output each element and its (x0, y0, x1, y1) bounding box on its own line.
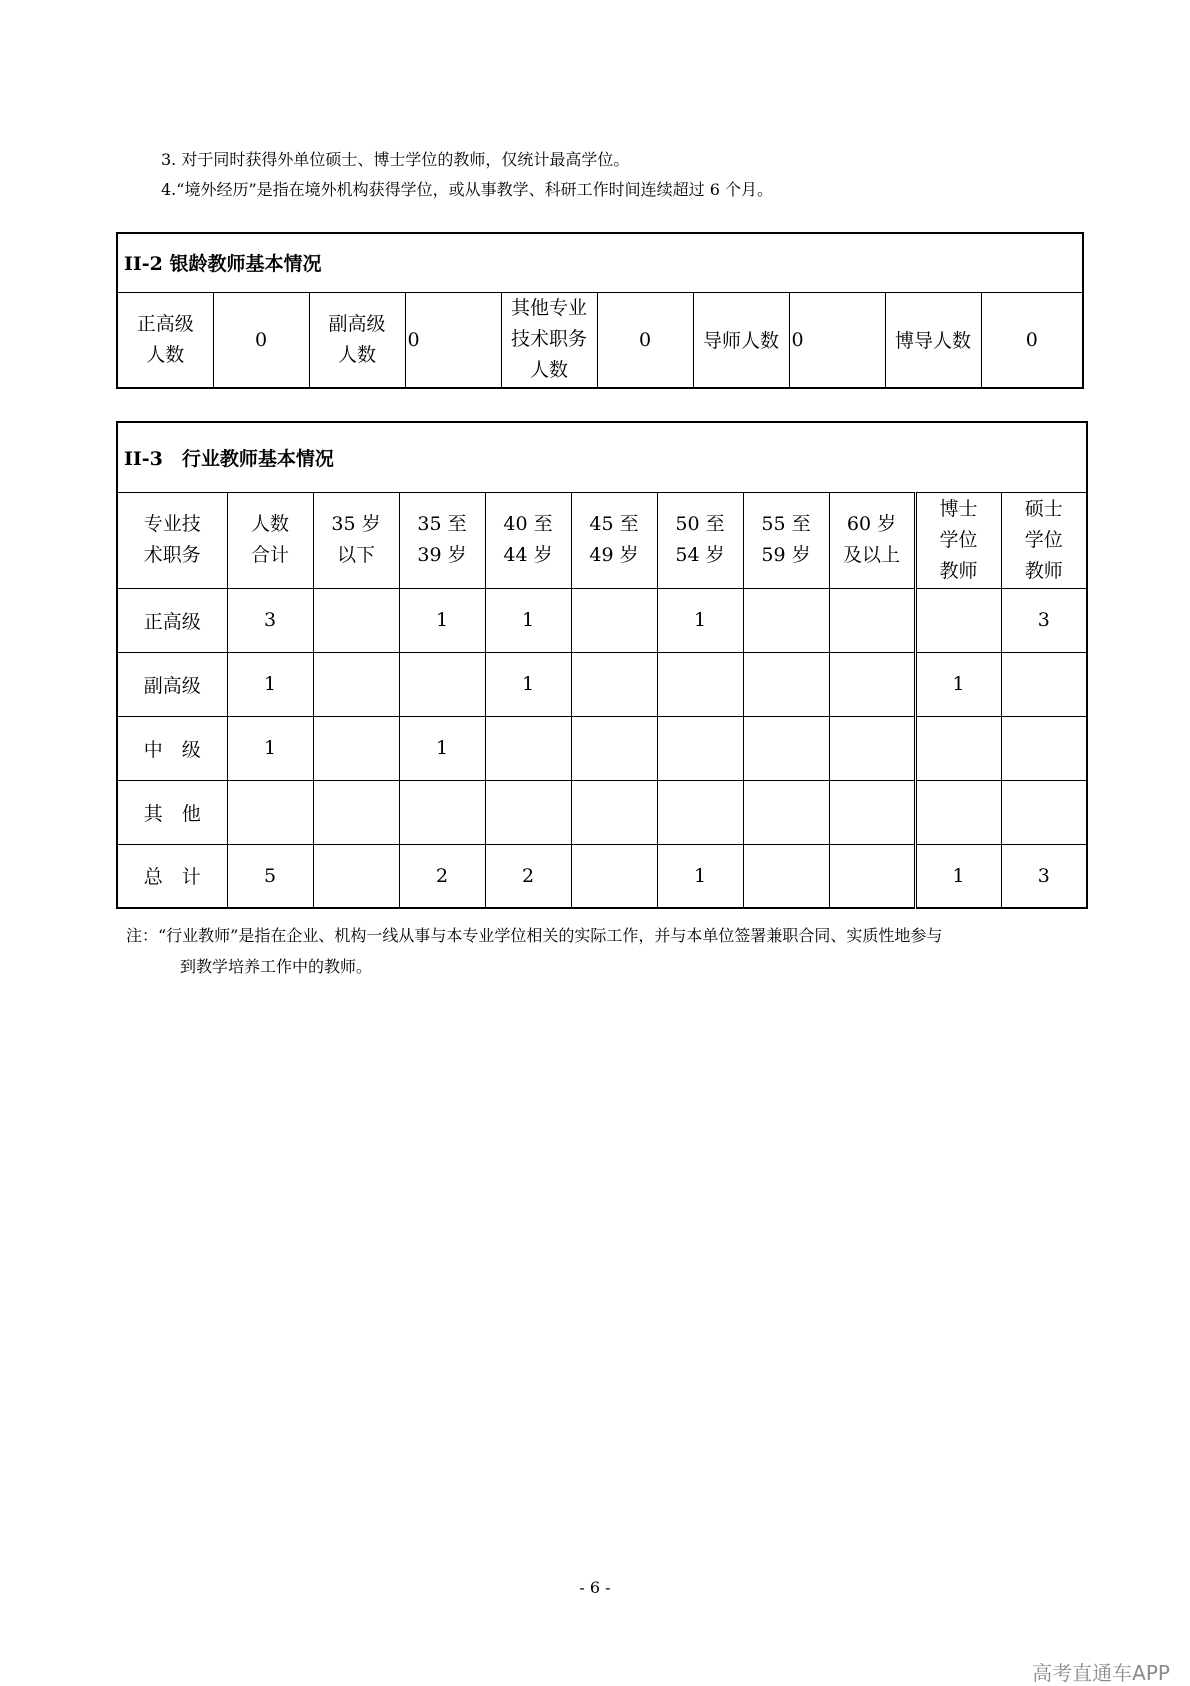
value-senior-count: 0 (213, 292, 309, 388)
table-cell (657, 652, 743, 716)
table-cell (743, 716, 829, 780)
table-cell (829, 844, 915, 908)
table-ii2 (116, 232, 1084, 389)
table-cell: 5 (227, 844, 313, 908)
table-cell (1001, 780, 1087, 844)
table-cell: 1 (227, 716, 313, 780)
row-label: 其 他 (117, 780, 227, 844)
table-cell (227, 780, 313, 844)
table-cell (657, 716, 743, 780)
table-cell: 1 (657, 588, 743, 652)
table-cell (485, 780, 571, 844)
table-cell (313, 716, 399, 780)
label-supervisor-count: 导师人数 (693, 292, 789, 388)
row-label: 副高级 (117, 652, 227, 716)
table-cell (485, 716, 571, 780)
table-cell (313, 844, 399, 908)
table-cell (743, 780, 829, 844)
header-master: 硕士 学位 教师 (1001, 492, 1087, 588)
table-cell (313, 780, 399, 844)
header-35-39: 35 至 39 岁 (399, 492, 485, 588)
header-60-plus: 60 岁 及以上 (829, 492, 915, 588)
table-cell (915, 716, 1001, 780)
table-ii3-header-row (117, 492, 1087, 588)
table-cell (313, 588, 399, 652)
table-cell (1001, 652, 1087, 716)
watermark: 高考直通车APP (1032, 1661, 1170, 1685)
table-ii3-title: II-3 行业教师基本情况 (117, 422, 1087, 492)
table-cell (571, 844, 657, 908)
row-label: 正高级 (117, 588, 227, 652)
note-4: 4.“境外经历”是指在境外机构获得学位，或从事教学、科研工作时间连续超过 6 个月。 (161, 180, 773, 199)
footnote-line-1: 注：“行业教师”是指在企业、机构一线从事与本专业学位相关的实际工作，并与本单位签署兼职合同、实质性地参与 (126, 926, 943, 945)
label-senior-count: 正高级 人数 (117, 292, 213, 388)
table-ii3 (116, 421, 1088, 909)
table-cell (829, 780, 915, 844)
page-number: - 6 - (579, 1578, 611, 1597)
table-ii2-title: II-2 银龄教师基本情况 (117, 233, 1083, 292)
header-title: 专业技 术职务 (117, 492, 227, 588)
table-cell: 1 (399, 716, 485, 780)
table-row (117, 844, 1087, 908)
value-supervisor-count: 0 (789, 292, 885, 388)
table-cell: 2 (399, 844, 485, 908)
table-cell (571, 780, 657, 844)
table-row (117, 780, 1087, 844)
table-cell: 3 (1001, 844, 1087, 908)
table-cell: 1 (915, 652, 1001, 716)
header-total: 人数 合计 (227, 492, 313, 588)
header-55-59: 55 至 59 岁 (743, 492, 829, 588)
label-other-title-count: 其他专业 技术职务 人数 (501, 292, 597, 388)
table-cell (915, 588, 1001, 652)
table-row (117, 588, 1087, 652)
table-cell (399, 780, 485, 844)
header-40-44: 40 至 44 岁 (485, 492, 571, 588)
table-cell (571, 652, 657, 716)
table-cell (915, 780, 1001, 844)
table-cell: 1 (399, 588, 485, 652)
label-associate-count: 副高级 人数 (309, 292, 405, 388)
table-cell (571, 716, 657, 780)
table-row (117, 652, 1087, 716)
table-cell (829, 652, 915, 716)
table-cell (657, 780, 743, 844)
footnote-line-2: 到教学培养工作中的教师。 (180, 957, 373, 976)
row-label: 中 级 (117, 716, 227, 780)
header-phd: 博士 学位 教师 (915, 492, 1001, 588)
table-cell (743, 588, 829, 652)
table-cell: 3 (1001, 588, 1087, 652)
table-ii2-row (117, 292, 1083, 388)
table-cell: 1 (485, 588, 571, 652)
table-cell (743, 652, 829, 716)
table-cell: 2 (485, 844, 571, 908)
table-cell: 1 (657, 844, 743, 908)
note-3: 3. 对于同时获得外单位硕士、博士学位的教师，仅统计最高学位。 (161, 150, 630, 169)
value-other-title-count: 0 (597, 292, 693, 388)
table-cell: 1 (227, 652, 313, 716)
table-cell: 1 (915, 844, 1001, 908)
table-cell (743, 844, 829, 908)
table-cell (829, 588, 915, 652)
table-cell (829, 716, 915, 780)
table-cell (399, 652, 485, 716)
table-row (117, 716, 1087, 780)
table-cell (313, 652, 399, 716)
footnote (126, 920, 1086, 982)
value-associate-count: 0 (405, 292, 501, 388)
label-phd-supervisor-count: 博导人数 (885, 292, 981, 388)
header-50-54: 50 至 54 岁 (657, 492, 743, 588)
table-cell: 3 (227, 588, 313, 652)
value-phd-supervisor-count: 0 (981, 292, 1083, 388)
table-cell (1001, 716, 1087, 780)
header-45-49: 45 至 49 岁 (571, 492, 657, 588)
table-cell (571, 588, 657, 652)
header-under-35: 35 岁 以下 (313, 492, 399, 588)
row-label: 总 计 (117, 844, 227, 908)
table-cell: 1 (485, 652, 571, 716)
